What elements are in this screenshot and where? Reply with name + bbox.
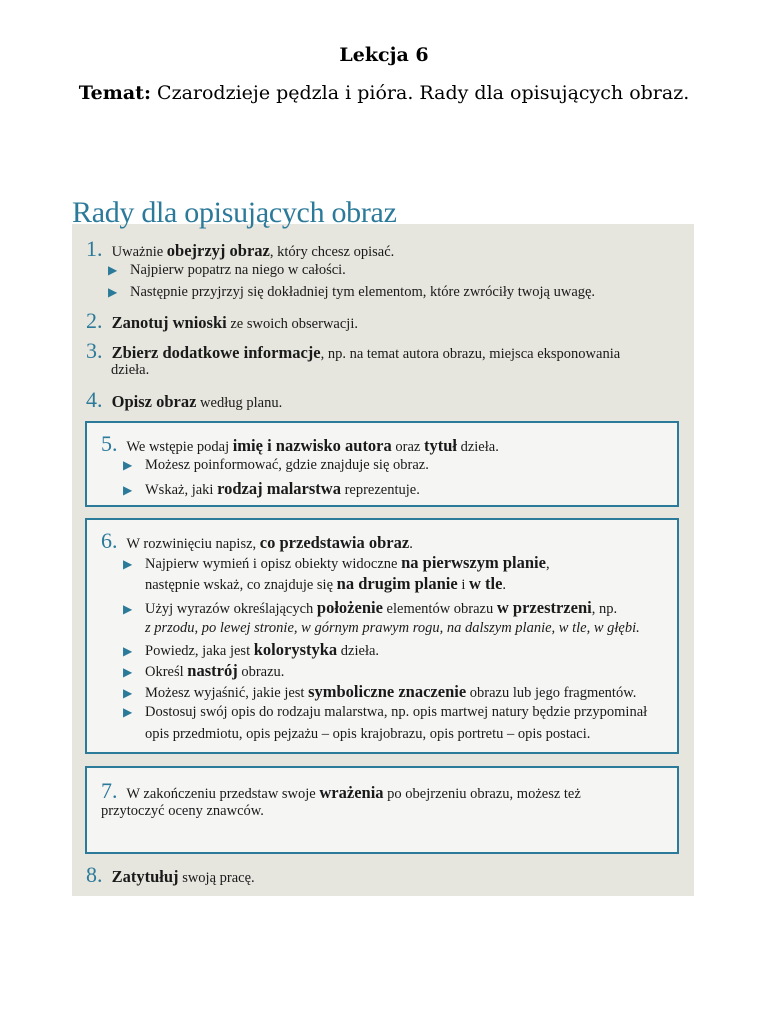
topic-text: Czarodzieje pędzla i pióra. Rady dla opisujących obraz. xyxy=(157,82,690,104)
bullet-text: Określ xyxy=(145,664,188,680)
step-keyword: Zatytułuj xyxy=(111,867,179,886)
step-text: Uważnie xyxy=(111,244,167,260)
bullet-text: i xyxy=(457,577,469,593)
step-2 xyxy=(86,308,358,334)
bullet-keyword: symboliczne znaczenie xyxy=(308,682,467,701)
step-6 xyxy=(101,528,413,554)
step-text: po obejrzeniu obrazu, możesz też xyxy=(383,786,581,802)
step-1-bullet-1 xyxy=(108,262,346,279)
step-7 xyxy=(101,778,581,804)
step-number: 1. xyxy=(86,236,103,261)
step-text: We wstępie podaj xyxy=(126,439,233,455)
step-6-box xyxy=(85,518,679,754)
bullet-text: elementów obrazu xyxy=(382,601,497,617)
step-1 xyxy=(86,236,394,262)
step-number: 4. xyxy=(86,387,103,412)
step-text: dzieła. xyxy=(456,439,499,455)
step-text: ze swoich obserwacji. xyxy=(226,316,358,332)
bullet-text: Najpierw wymień i opisz obiekty widoczne xyxy=(145,556,402,572)
triangle-right-icon: ▶ xyxy=(123,644,133,658)
step-keyword: Zbierz dodatkowe informacje xyxy=(111,343,321,362)
bullet-text: reprezentuje. xyxy=(340,482,420,498)
bullet-text: następnie wskaż, co znajduje się xyxy=(145,577,337,593)
triangle-right-icon: ▶ xyxy=(123,458,133,472)
step-6-bullet-6 xyxy=(123,704,647,721)
topic-label: Temat: xyxy=(78,82,151,104)
bullet-keyword: w tle xyxy=(468,574,503,593)
triangle-right-icon: ▶ xyxy=(123,557,133,571)
triangle-right-icon: ▶ xyxy=(108,285,118,299)
step-6-examples: z przodu, po lewej stronie, w górnym prawym rogu, na dalszym planie, w tle, w głębi. xyxy=(145,620,640,636)
step-keyword: Zanotuj wnioski xyxy=(111,313,227,332)
step-5-bullet-1 xyxy=(123,457,429,474)
bullet-keyword: nastrój xyxy=(187,661,238,680)
step-6-bullet-2 xyxy=(123,598,617,618)
triangle-right-icon: ▶ xyxy=(123,705,133,719)
bullet-text: Powiedz, jaka jest xyxy=(145,643,254,659)
bullet-text: Możesz poinformować, gdzie znajduje się obraz. xyxy=(145,457,429,473)
bullet-text: Wskaż, jaki xyxy=(145,482,218,498)
bullet-text: obrazu lub jego fragmentów. xyxy=(466,685,637,701)
bullet-text: Możesz wyjaśnić, jakie jest xyxy=(145,685,309,701)
step-6-bullet-6-continuation: opis przedmiotu, opis pejzażu – opis krajobrazu, opis portretu – opis postaci. xyxy=(145,726,591,742)
triangle-right-icon: ▶ xyxy=(123,665,133,679)
step-6-bullet-5 xyxy=(123,682,636,702)
step-5-box xyxy=(85,421,679,507)
step-text: , np. na temat autora obrazu, miejsca eksponowania xyxy=(320,346,621,362)
bullet-keyword: rodzaj malarstwa xyxy=(217,479,341,498)
bullet-text: Następnie przyjrzyj się dokładniej tym elementom, które zwróciły twoją uwagę. xyxy=(130,284,596,300)
bullet-keyword: na pierwszym planie xyxy=(401,553,546,572)
step-keyword: co przedstawia obraz xyxy=(259,533,410,552)
bullet-text: Najpierw popatrz na niego w całości. xyxy=(130,262,346,278)
step-3 xyxy=(86,338,620,364)
lesson-title: Lekcja 6 xyxy=(339,44,429,66)
step-7-continuation: przytoczyć oceny znawców. xyxy=(101,803,264,819)
step-number: 5. xyxy=(101,431,118,456)
step-4 xyxy=(86,387,282,413)
triangle-right-icon: ▶ xyxy=(108,263,118,277)
bullet-text: . xyxy=(502,577,507,593)
step-3-continuation: dzieła. xyxy=(111,362,150,378)
step-text: według planu. xyxy=(196,395,283,411)
step-6-bullet-4 xyxy=(123,661,284,681)
step-keyword: imię i nazwisko autora xyxy=(232,436,392,455)
step-8 xyxy=(86,862,255,888)
step-number: 7. xyxy=(101,778,118,803)
step-6-bullet-1 xyxy=(123,553,550,573)
bullet-text: obrazu. xyxy=(237,664,285,680)
triangle-right-icon: ▶ xyxy=(123,602,133,616)
step-text: . xyxy=(409,536,413,552)
bullet-text: Użyj wyrazów określających xyxy=(145,601,317,617)
bullet-text: , np. xyxy=(591,601,618,617)
step-1-bullet-2 xyxy=(108,284,595,301)
step-number: 2. xyxy=(86,308,103,333)
step-number: 8. xyxy=(86,862,103,887)
step-number: 6. xyxy=(101,528,118,553)
step-text: , który chcesz opisać. xyxy=(269,244,395,260)
bullet-keyword: na drugim planie xyxy=(336,574,458,593)
topic-line xyxy=(0,82,768,104)
step-text: oraz xyxy=(391,439,424,455)
triangle-right-icon: ▶ xyxy=(123,483,133,497)
step-6-bullet-3 xyxy=(123,640,379,660)
bullet-text: Dostosuj swój opis do rodzaju malarstwa, np. opis martwej natury będzie przypominał xyxy=(145,704,648,720)
step-5 xyxy=(101,431,499,457)
step-keyword: wrażenia xyxy=(319,783,384,802)
step-keyword: Opisz obraz xyxy=(111,392,197,411)
bullet-text: dzieła. xyxy=(337,643,380,659)
step-7-box xyxy=(85,766,679,854)
step-number: 3. xyxy=(86,338,103,363)
step-6-bullet-1-continuation xyxy=(145,574,506,594)
triangle-right-icon: ▶ xyxy=(123,686,133,700)
step-text: W rozwinięciu napisz, xyxy=(126,536,260,552)
bullet-keyword: kolorystyka xyxy=(253,640,338,659)
bullet-keyword: w przestrzeni xyxy=(496,598,592,617)
bullet-keyword: położenie xyxy=(316,598,383,617)
step-text: swoją pracę. xyxy=(178,870,255,886)
step-keyword: obejrzyj obraz xyxy=(166,241,270,260)
bullet-text: , xyxy=(545,556,550,572)
step-text: W zakończeniu przedstaw swoje xyxy=(126,786,320,802)
step-keyword: tytuł xyxy=(423,436,457,455)
step-5-bullet-2 xyxy=(123,479,420,499)
card-title: Rady dla opisujących obraz xyxy=(72,196,397,229)
